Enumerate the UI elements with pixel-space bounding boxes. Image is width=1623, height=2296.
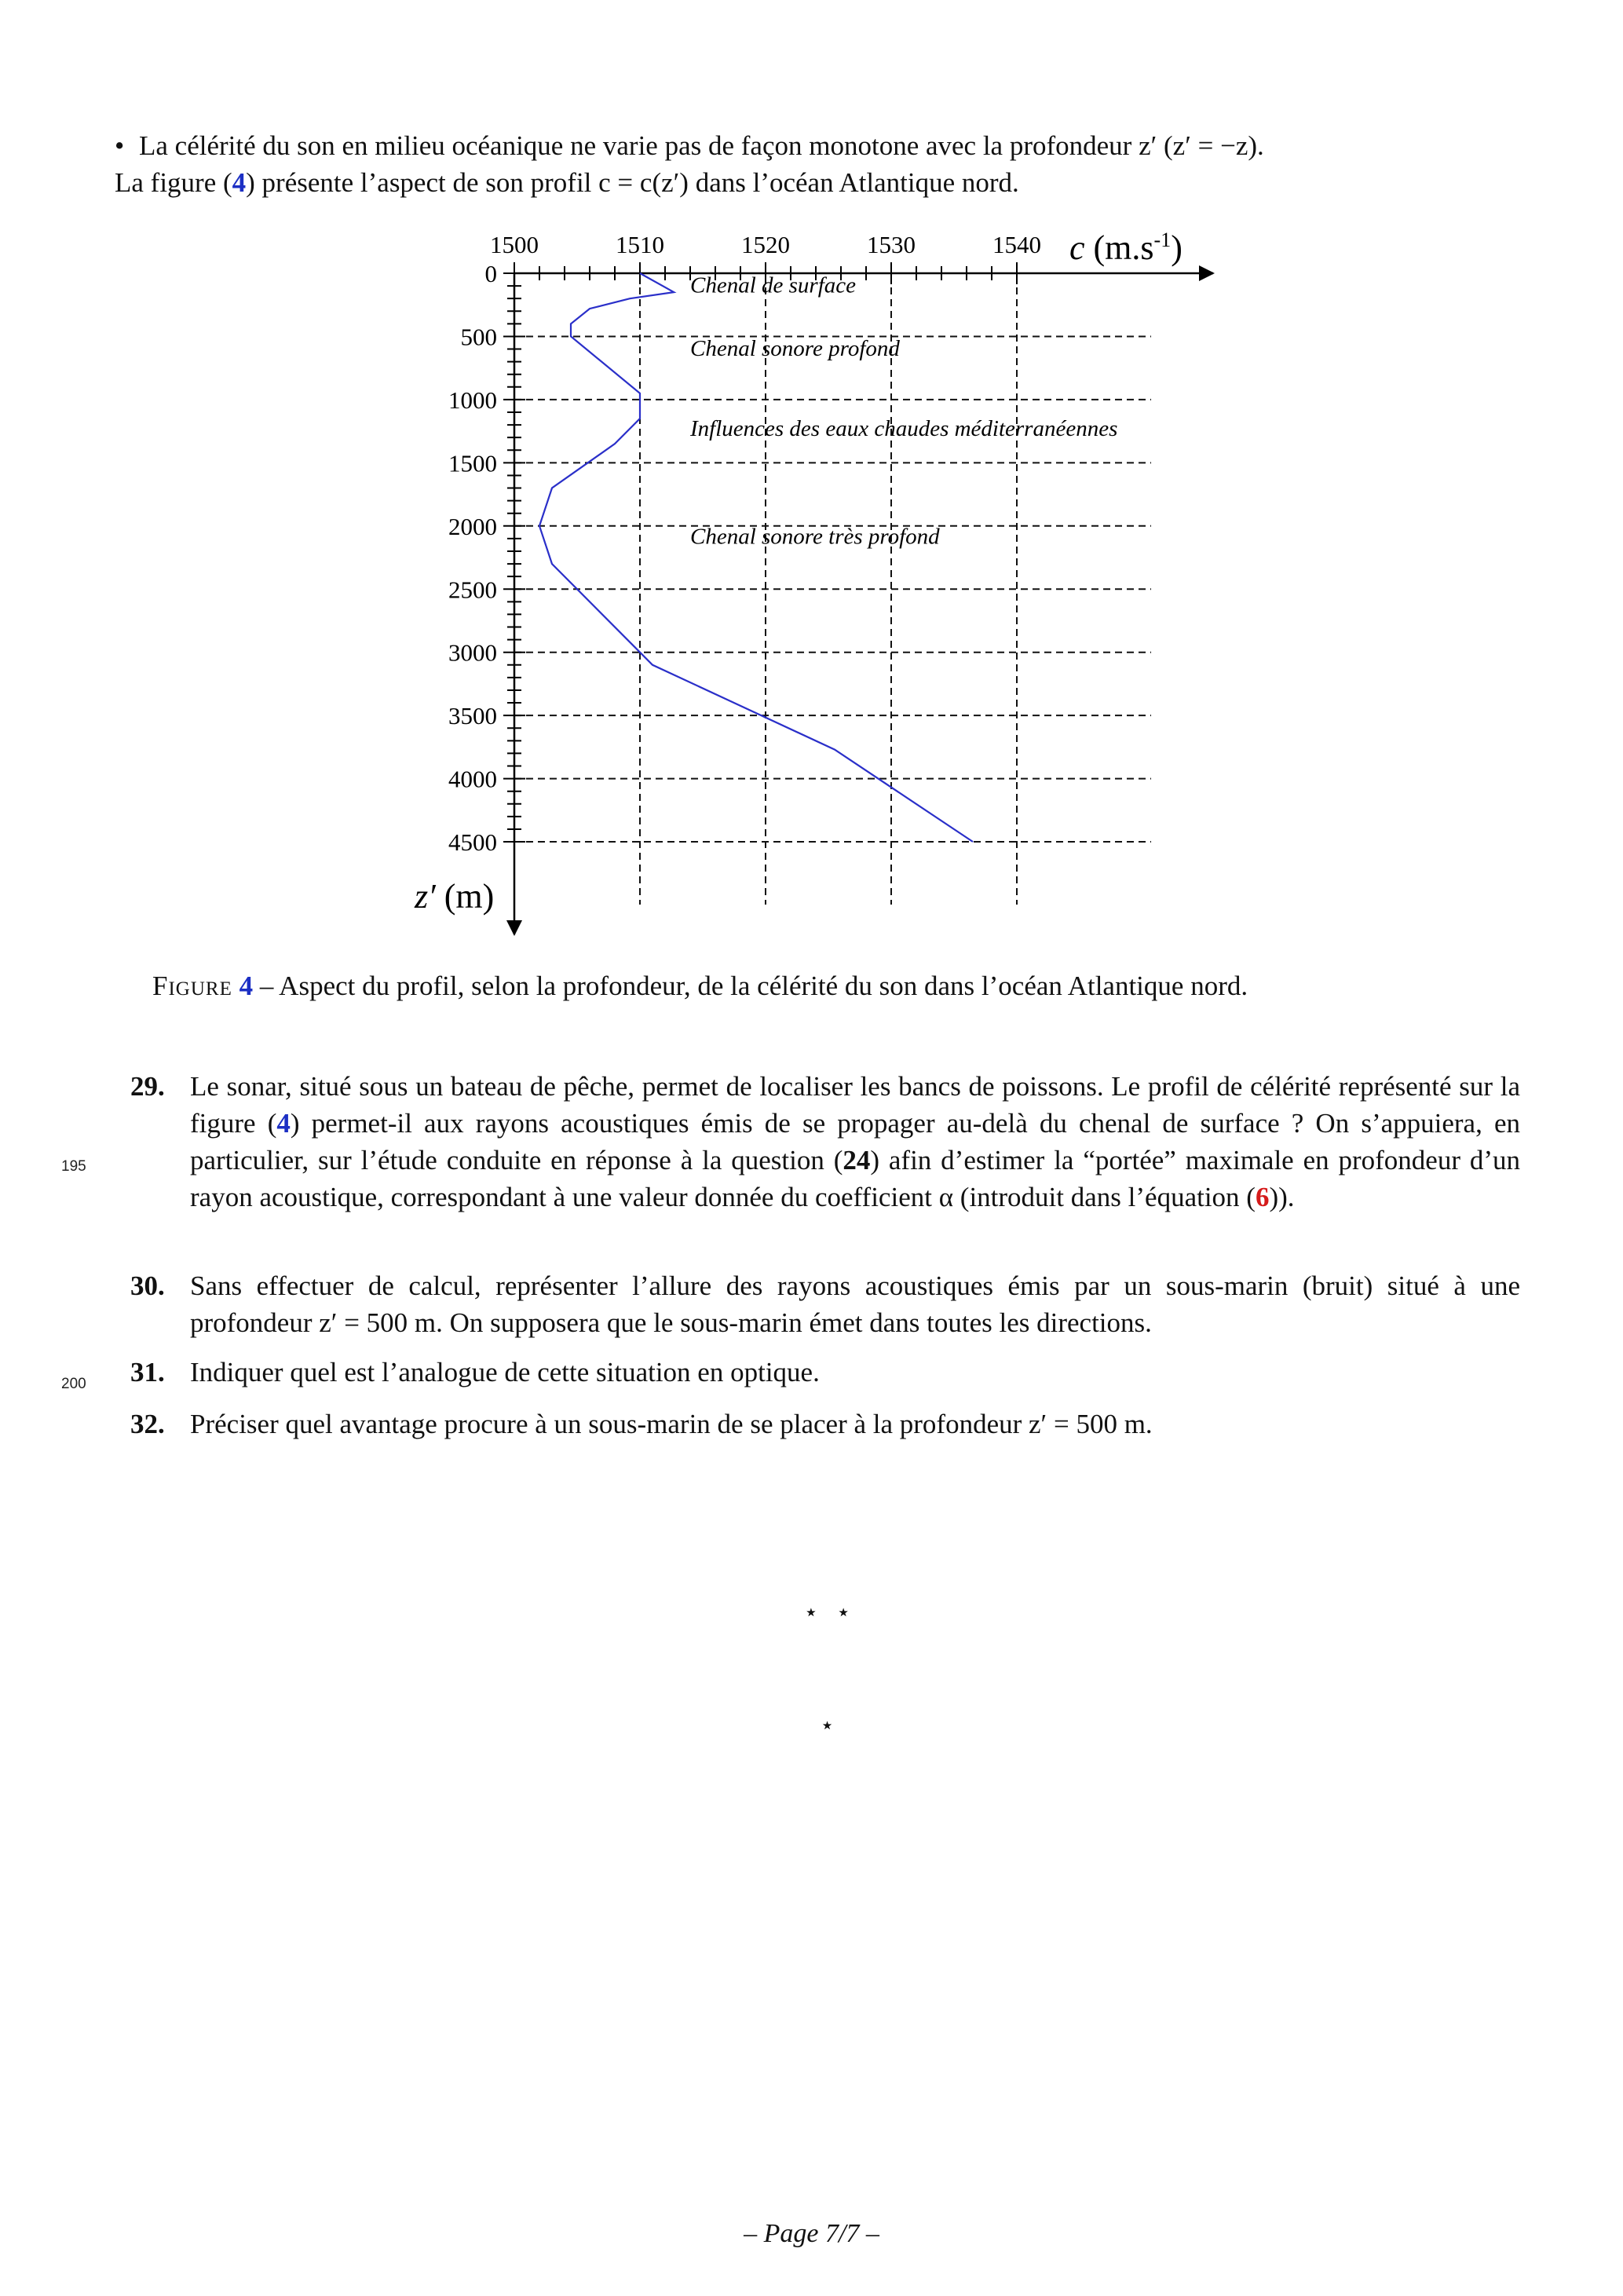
question-number: 31. <box>130 1357 165 1387</box>
x-tick-label: 1510 <box>616 231 664 258</box>
question-text: Préciser quel avantage procure à un sous-marin de se placer à la profondeur z′ = 500 m. <box>190 1409 1153 1439</box>
chart-annotations <box>689 272 1117 549</box>
sound-speed-profile-chart <box>0 220 1623 942</box>
y-tick-label: 0 <box>484 260 497 287</box>
question-32 <box>130 1406 1520 1443</box>
caption-number: 4 <box>239 971 254 1001</box>
question-number: 30. <box>130 1270 165 1301</box>
intro-text-2a: La figure ( <box>115 167 232 198</box>
intro-paragraph <box>115 127 1520 201</box>
x-axis-label: c $(m.s^{-1})$ <box>1069 229 1183 267</box>
question-ref-link[interactable]: 24 <box>843 1145 871 1175</box>
y-tick-label: 3000 <box>448 638 497 667</box>
question-31 <box>130 1354 1520 1391</box>
bullet: • <box>115 130 125 161</box>
intro-text-1: La célérité du son en milieu océanique ne varie pas de façon monotone avec la profondeur z′ (z′ = −z). <box>139 130 1264 161</box>
y-tick-label: 500 <box>460 323 497 351</box>
figure-caption <box>152 967 1526 1004</box>
x-tick-label: 1500 <box>490 231 539 258</box>
y-tick-label: 4000 <box>448 765 497 793</box>
line-number-200: 200 <box>61 1376 86 1392</box>
x-tick-label: 1520 <box>741 231 790 258</box>
question-number: 32. <box>130 1409 165 1439</box>
intro-line-1 <box>115 127 1520 164</box>
equation-ref-link[interactable]: 6 <box>1255 1182 1270 1212</box>
stars-bottom: ⋆ <box>820 1713 835 1738</box>
caption-label: Figure <box>152 971 232 1001</box>
y-tick-label: 4500 <box>448 828 497 857</box>
question-29 <box>130 1068 1520 1256</box>
x-tick-label: 1540 <box>992 231 1041 258</box>
question-text: Le sonar, situé sous un bateau de pêche, permet de localiser les bancs de poissons. Le profil de célérité représenté sur la figure (4) permet-il aux rayons acoustiques émis de se propager au-delà du chenal de surface ? On s’appuiera, en particulier, sur l’étude conduite en réponse à la question (24) afin d’estimer la “portée” maximale en profondeur d’un rayon acoustique, correspondant à une valeur donnée du coefficient α (introduit dans l’équation (6)). <box>190 1071 1520 1212</box>
intro-line-2 <box>115 164 1520 201</box>
figure-ref-link[interactable]: 4 <box>232 167 247 198</box>
chart-annotation: Chenal sonore très profond <box>690 524 940 550</box>
intro-text-2b: ) présente l’aspect de son profil c = c(z′) dans l’océan Atlantique nord. <box>246 167 1019 198</box>
y-tick-label: 2500 <box>448 576 497 604</box>
page-number: – Page 7/7 – <box>744 2219 879 2248</box>
line-number-195: 195 <box>61 1158 86 1175</box>
question-text: Sans effectuer de calcul, représenter l’allure des rayons acoustiques émis par un sous-marin (bruit) situé à une profondeur z′ = 500 m. On supposera que le sous-marin émet dans toutes les directions. <box>190 1270 1520 1338</box>
y-tick-label: 2000 <box>448 512 497 540</box>
y-tick-label: 1000 <box>448 386 497 414</box>
page-footer <box>0 2219 1623 2249</box>
question-text: Indiquer quel est l’analogue de cette situation en optique. <box>190 1357 820 1387</box>
section-end-stars <box>0 1519 1623 1782</box>
x-tick-label: 1530 <box>867 231 916 258</box>
chart-annotation: Influences des eaux chaudes méditerranéennes <box>690 416 1118 442</box>
caption-text: – Aspect du profil, selon la profondeur, de la célérité du son dans l’océan Atlantique nord. <box>253 971 1248 1001</box>
question-30 <box>130 1267 1520 1343</box>
y-axis-label: z′ (m) <box>415 877 495 916</box>
y-tick-label: 1500 <box>448 449 497 477</box>
stars-top: ⋆ ⋆ <box>803 1600 851 1625</box>
chart-annotation: Chenal de surface <box>690 272 857 298</box>
y-tick-label: 3500 <box>448 702 497 730</box>
chart-annotation: Chenal sonore profond <box>690 335 900 361</box>
chart-axes <box>514 273 1213 934</box>
figure-ref-link[interactable]: 4 <box>276 1108 291 1139</box>
question-number: 29. <box>130 1071 165 1102</box>
